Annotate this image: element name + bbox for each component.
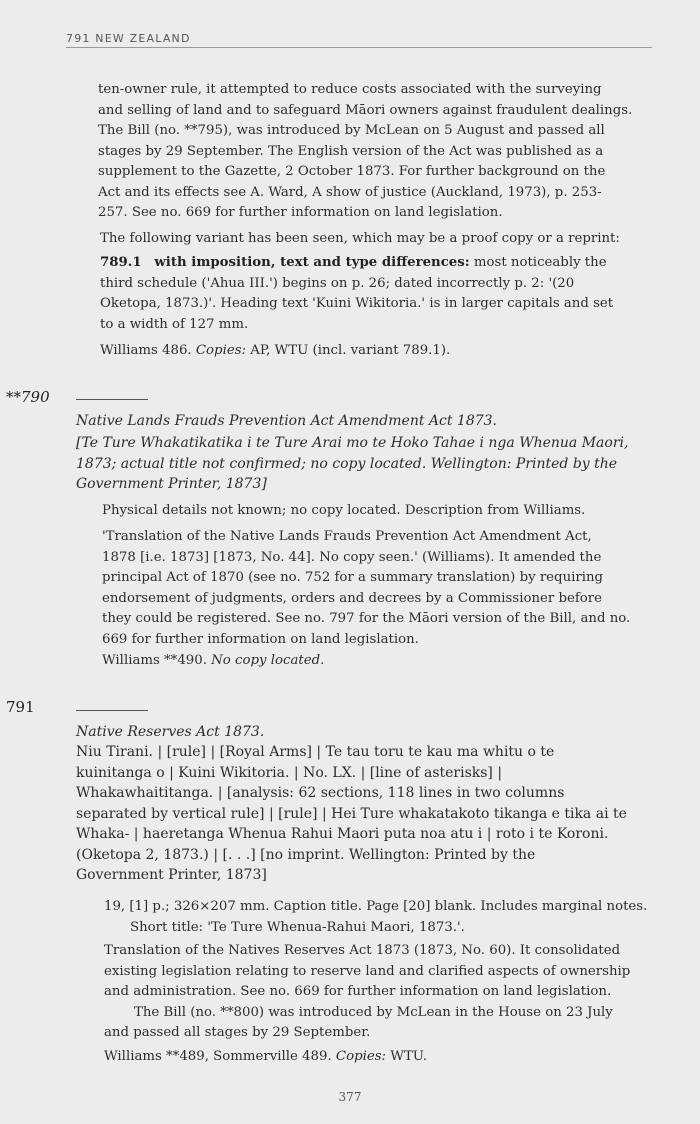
text-line: 669 for further information on land legislation. <box>102 631 419 647</box>
entry-number-791: 791 <box>6 698 35 716</box>
text-line: 19, [1] p.; 326×207 mm. Caption title. Page [20] blank. Includes marginal notes. <box>104 899 648 914</box>
variant-number: 789.1 <box>100 255 142 270</box>
text-line: Short title: 'Te Ture Whenua-Rahui Maori, 1873.'. <box>130 919 465 935</box>
entry-rule <box>76 710 148 711</box>
variant-description <box>100 253 652 335</box>
entry-791-references: Williams **489, Sommerville 489. Copies: WTU. <box>104 1049 428 1064</box>
text-line: supplement to the Gazette, 2 October 1873. For further background on the <box>98 164 606 179</box>
text-line: 789.1 with imposition, text and type differences: most noticeably the <box>100 255 607 270</box>
running-head: 791 NEW ZEALAND <box>66 32 652 48</box>
text-line: third schedule ('Ahua III.') begins on p. 26; dated incorrectly p. 2: '(20 <box>100 275 575 291</box>
entry-790-references: Williams **490. No copy located. <box>102 653 325 668</box>
text-line: (Oketopa 2, 1873.) | [. . .] [no imprint. Wellington: Printed by the <box>76 846 536 863</box>
entry-791-title-page <box>76 742 656 886</box>
text-line: they could be registered. See no. 797 for the Māori version of the Bill, and no. <box>102 611 631 626</box>
text-line: stages by 29 September. The English version of the Act was published as a <box>98 143 604 159</box>
entry-791-note <box>104 941 656 1044</box>
text-line: separated by vertical rule] | [rule] | Hei Ture whakatakoto tikanga e tika ai te <box>76 805 627 822</box>
variant-intro: The following variant has been seen, which may be a proof copy or a reprint: <box>100 231 620 246</box>
text-line: Government Printer, 1873] <box>76 867 267 883</box>
text-line: ten-owner rule, it attempted to reduce costs associated with the surveying <box>98 82 602 97</box>
text-line: and selling of land and to safeguard Māori owners against fraudulent dealings. <box>98 102 633 118</box>
entry-number-790: **790 <box>6 388 50 406</box>
text-line: principal Act of 1870 (see no. 752 for a summary translation) by requiring <box>102 570 604 585</box>
references: Williams 486. Copies: AP, WTU (incl. variant 789.1). <box>100 343 451 358</box>
page-number: 377 <box>338 1090 362 1104</box>
entry-790-title: Native Lands Frauds Prevention Act Amendment Act 1873. <box>76 413 498 429</box>
entry-791-collation <box>104 897 656 938</box>
entry-790-physical: Physical details not known; no copy located. Description from Williams. <box>102 503 586 518</box>
text-line: existing legislation relating to reserve land and clarified aspects of ownership <box>104 963 631 979</box>
continuation-paragraph <box>98 80 652 224</box>
text-line: Whaka- | haeretanga Whenua Rahui Maori puta noa atu i | roto i te Koroni. <box>76 826 609 842</box>
text-line: Act and its effects see A. Ward, A show of justice (Auckland, 1973), p. 253- <box>98 184 602 200</box>
entry-790-note <box>102 527 652 650</box>
text-line: The Bill (no. **795), was introduced by McLean on 5 August and passed all <box>98 123 605 138</box>
text-line: The Bill (no. **800) was introduced by McLean in the House on 23 July <box>134 1004 613 1020</box>
entry-790-bracketed-title <box>76 433 652 495</box>
text-line: and passed all stages by 29 September. <box>104 1025 371 1040</box>
text-line: Government Printer, 1873] <box>76 476 267 492</box>
text-line: 257. See no. 669 for further information on land legislation. <box>98 205 503 220</box>
text-line: Oketopa, 1873.)'. Heading text 'Kuini Wikitoria.' is in larger capitals and set <box>100 296 614 311</box>
text-line: 1878 [i.e. 1873] [1873, No. 44]. No copy seen.' (Williams). It amended the <box>102 549 602 565</box>
text-line: to a width of 127 mm. <box>100 316 249 332</box>
entry-791-title: Native Reserves Act 1873. <box>76 724 265 740</box>
text-line: Translation of the Natives Reserves Act 1873 (1873, No. 60). It consolidated <box>104 943 621 958</box>
entry-rule <box>76 399 148 400</box>
text-line: 1873; actual title not confirmed; no copy located. Wellington: Printed by the <box>76 455 618 472</box>
text-line: kuinitanga o | Kuini Wikitoria. | No. LX. | [line of asterisks] | <box>76 764 503 781</box>
text-line: Niu Tirani. | [rule] | [Royal Arms] | Te tau toru te kau ma whitu o te <box>76 744 555 760</box>
text-line: and administration. See no. 669 for further information on land legislation. <box>104 984 612 999</box>
text-line: 'Translation of the Native Lands Frauds Prevention Act Amendment Act, <box>102 529 592 544</box>
text-line: Whakawhaititanga. | [analysis: 62 sections, 118 lines in two columns <box>76 785 565 801</box>
text-line: endorsement of judgments, orders and decrees by a Commissioner before <box>102 590 602 606</box>
text-line: [Te Ture Whakatikatika i te Ture Arai mo te Hoko Tahae i nga Whenua Maori, <box>76 435 629 451</box>
variant-heading: with imposition, text and type differences: <box>154 255 470 270</box>
